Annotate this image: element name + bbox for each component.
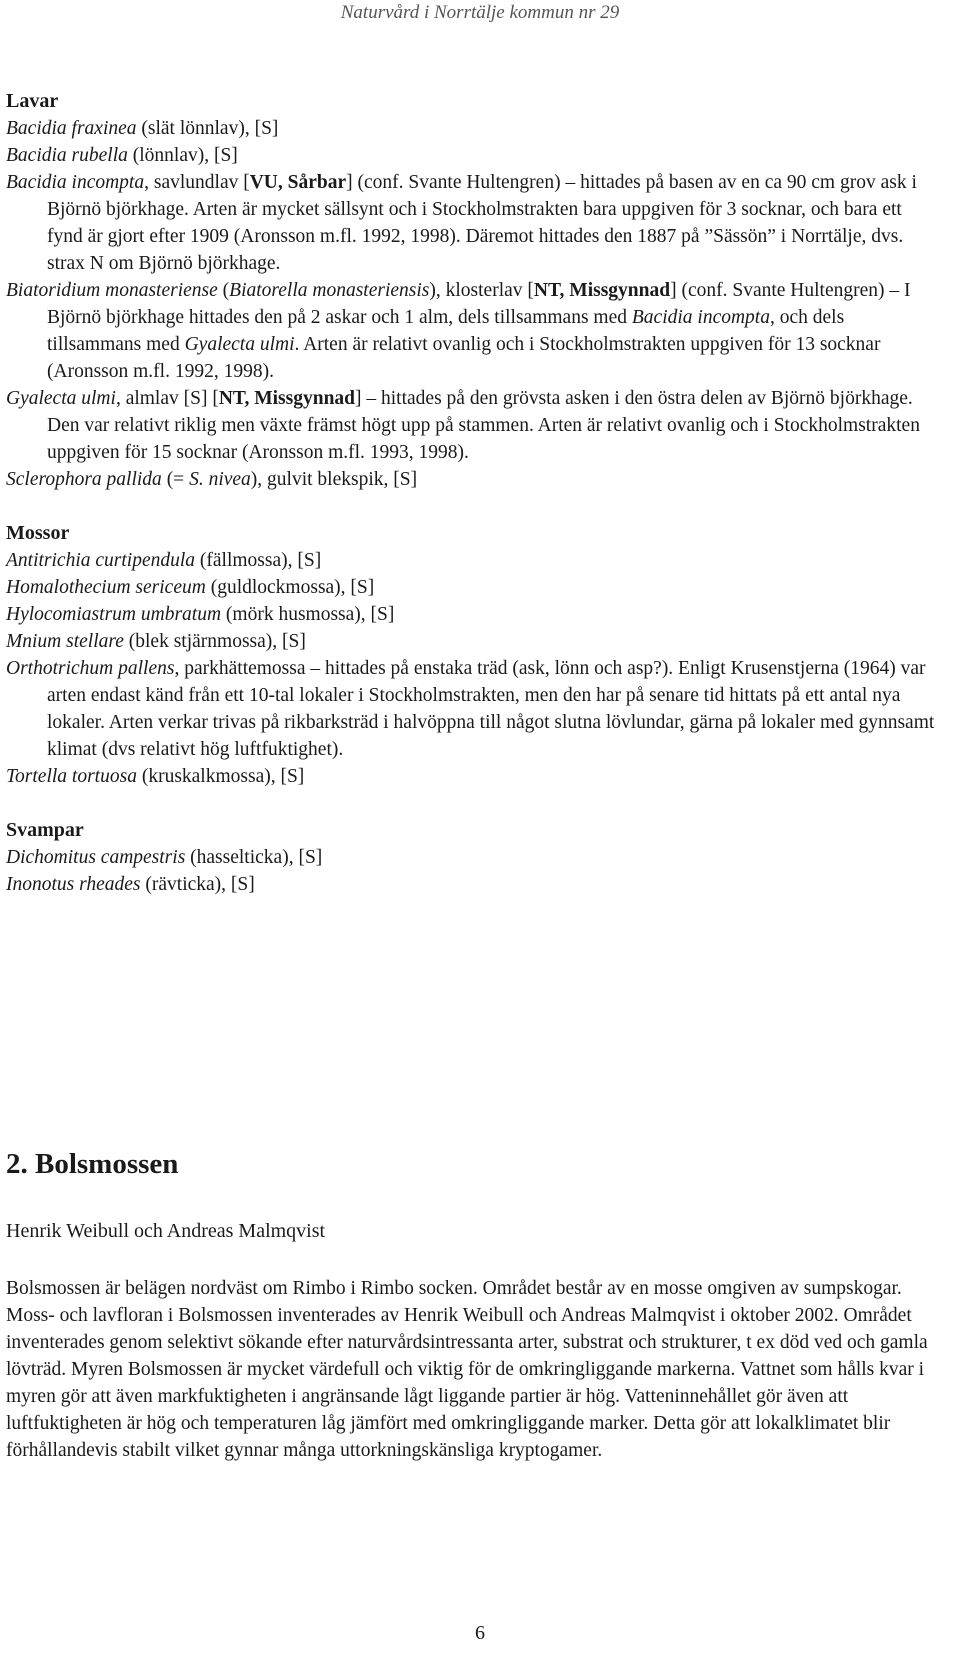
mossor-heading: Mossor — [6, 522, 70, 544]
species-lists — [6, 88, 941, 898]
species-name: Gyalecta ulmi — [6, 388, 116, 409]
page-number: 6 — [475, 1622, 485, 1644]
redlist-status: VU, Sårbar — [249, 172, 347, 193]
species-name: Biatoridium monasteriense — [6, 280, 218, 301]
species-name: Hylocomiastrum umbratum — [6, 604, 222, 625]
species-reference: Bacidia incompta — [631, 307, 770, 328]
species-name: Mnium stellare — [6, 631, 124, 652]
section-title: 2. Bolsmossen — [6, 1148, 179, 1180]
lavar-heading: Lavar — [6, 90, 59, 112]
running-header: Naturvård i Norrtälje kommun nr 29 — [340, 2, 620, 23]
svampar-entry-2: Inonotus rheades (rävticka), [S] — [6, 874, 255, 895]
species-name: Sclerophora pallida — [6, 469, 162, 490]
species-name: Dichomitus campestris — [6, 847, 186, 868]
section-authors: Henrik Weibull och Andreas Malmqvist — [6, 1220, 326, 1242]
species-name: Bacidia incompta — [6, 172, 145, 193]
lavar-entry-4: Biatoridium monasteriense (Biatorella monasteriensis), klosterlav [NT, Missgynnad] (conf. Svante Hultengren) – I Björnö björkhage hittades den på 2 askar och 1 alm, dels tillsammans med Bacidia incompta, och dels tillsammans med Gyalecta ulmi. Arten är relativt ovanlig och i Stockholmstrakten uppgiven för 13 socknar (Aronsson m.fl. 1992, 1998). — [6, 280, 911, 382]
lavar-entry-3: Bacidia incompta, savlundlav [VU, Sårbar] (conf. Svante Hultengren) – hittades på basen av en ca 90 cm grov ask i Björnö björkhage. Arten är mycket sällsynt och i Stockholmstrakten bara uppgiven för 3 socknar, och bara ett fynd är gjort efter 1909 (Aronsson m.fl. 1992, 1998). Däremot hittades den 1887 på ”Sässön” i Norrtälje, dvs. strax N om Björnö björkhage. — [6, 172, 917, 274]
species-name: Inonotus rheades — [6, 874, 141, 895]
mossor-entry-1: Antitrichia curtipendula (fällmossa), [S] — [6, 550, 322, 571]
spacer — [6, 493, 941, 520]
mossor-entry-2: Homalothecium sericeum (guldlockmossa), [S] — [6, 577, 375, 598]
mossor-entry-3: Hylocomiastrum umbratum (mörk husmossa), [S] — [6, 604, 395, 625]
species-reference: Gyalecta ulmi — [184, 334, 295, 355]
section-paragraph: Bolsmossen är belägen nordväst om Rimbo i Rimbo socken. Området består av en mosse omgiven av sumpskogar. Moss- och lavfloran i Bolsmossen inventerades av Henrik Weibull och Andreas Malmqvist i oktober 2002. Området inventerades genom selektivt sökande efter naturvårdsintressanta arter, substrat och strukturer, t ex död ved och gamla lövträd. Myren Bolsmossen är mycket värdefull och viktig för de omkringliggande markerna. Vattnet som hålls kvar i myren gör att även markfuktigheten i angränsande lågt liggande partier är hög. Vatteninnehållet gör även att luftfuktigheten är hög och temperaturen låg jämfört med omkringliggande marker. Detta gör att lokalklimatet blir förhållandevis stabilt vilket gynnar många uttorkningskänsliga kryptogamer. — [6, 1278, 928, 1461]
synonym-name: S. nivea — [189, 469, 251, 490]
lavar-entry-2: Bacidia rubella (lönnlav), [S] — [6, 145, 238, 166]
mossor-entry-5: Orthotrichum pallens, parkhättemossa – hittades på enstaka träd (ask, lönn och asp?). Enligt Krusenstjerna (1964) var arten endast känd från ett 10-tal lokaler i Stockholmstrakten, men den har på senare tid hittats på ett antal nya lokaler. Arten verkar trivas på rikbarksträd i halvöppna till något slutna lövlundar, gärna på lokaler med gynnsamt klimat (dvs relativt hög luftfuktighet). — [6, 658, 935, 760]
spacer — [6, 790, 941, 817]
species-name: Tortella tortuosa — [6, 766, 137, 787]
species-name: Orthotrichum pallens — [6, 658, 175, 679]
lavar-entry-6: Sclerophora pallida (= S. nivea), gulvit blekspik, [S] — [6, 469, 418, 490]
svampar-heading: Svampar — [6, 819, 84, 841]
species-name: Antitrichia curtipendula — [6, 550, 196, 571]
redlist-status: NT, Missgynnad — [218, 388, 356, 409]
lavar-entry-5: Gyalecta ulmi, almlav [S] [NT, Missgynnad] – hittades på den grövsta asken i den östra delen av Björnö björkhage. Den var relativt riklig men växte främst högt upp på stammen. Arten är relativt ovanlig och i Stockholmstrakten uppgiven för 15 socknar (Aronsson m.fl. 1993, 1998). — [6, 388, 920, 463]
svampar-entry-1: Dichomitus campestris (hasselticka), [S] — [6, 847, 323, 868]
redlist-status: NT, Missgynnad — [533, 280, 671, 301]
species-name: Homalothecium sericeum — [6, 577, 206, 598]
lavar-entry-1: Bacidia fraxinea (slät lönnlav), [S] — [6, 118, 279, 139]
mossor-entry-4: Mnium stellare (blek stjärnmossa), [S] — [6, 631, 306, 652]
synonym-name: Biatorella monasteriensis — [229, 280, 430, 301]
mossor-entry-6: Tortella tortuosa (kruskalkmossa), [S] — [6, 766, 305, 787]
species-name: Bacidia fraxinea — [6, 118, 137, 139]
species-name: Bacidia rubella — [6, 145, 128, 166]
